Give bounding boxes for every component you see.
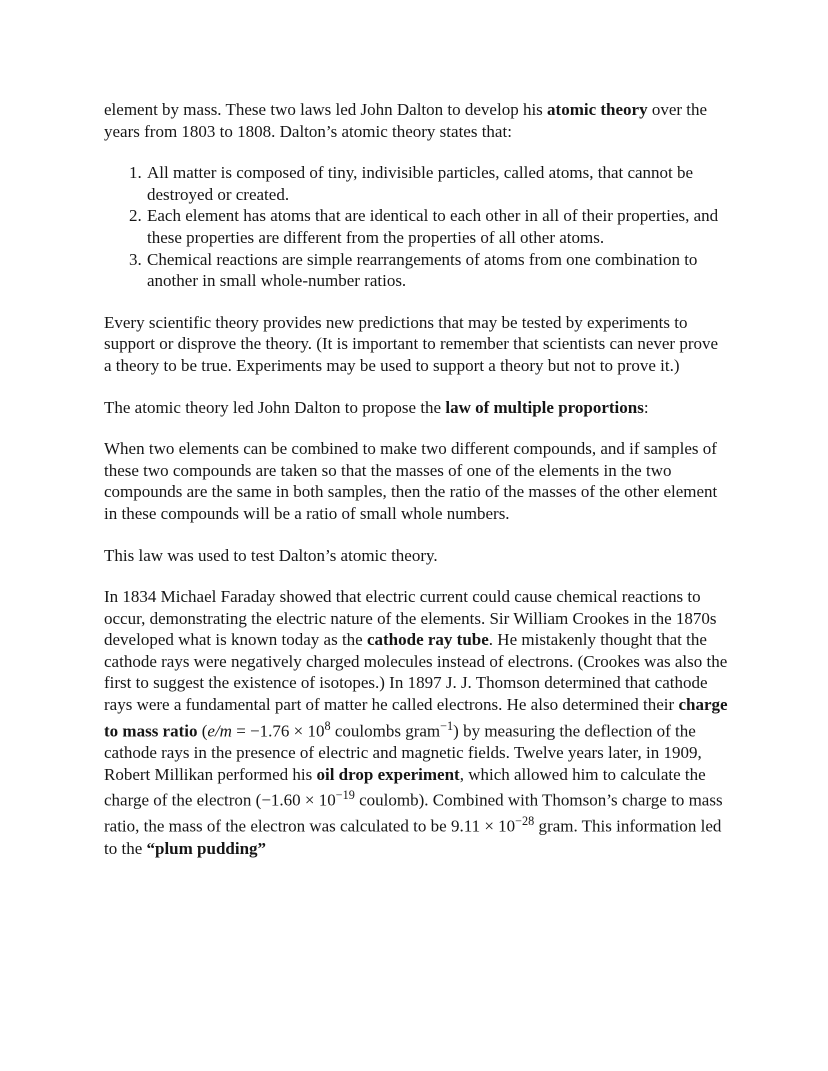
text-segment: element by mass. These two laws led John Dalton to develop his bbox=[104, 100, 548, 119]
paragraph bbox=[104, 397, 728, 419]
text-segment: over the years from 1803 to 1808. Dalton’s atomic theory states that: bbox=[104, 100, 708, 141]
text-segment: Each element has atoms that are identical to each other in all of their properties, and these properties are different from the properties of all other atoms. bbox=[147, 206, 719, 247]
text-segment: Chemical reactions are simple rearrangements of atoms from one combination to another in small whole-number ratios. bbox=[147, 249, 698, 291]
text-segment: When two elements can be combined to make two different compounds, and if samples of these two compounds are taken so that the masses of one of the elements in the two compounds are the same in both samples, then the ratio of the masses of the other element in these compounds will be a ratio of small whole numbers. bbox=[104, 439, 718, 523]
paragraph bbox=[104, 99, 728, 142]
list-item bbox=[146, 249, 728, 292]
document-content bbox=[104, 99, 728, 879]
paragraph bbox=[104, 312, 728, 377]
text-segment: = −1.76 × 10 bbox=[231, 721, 325, 741]
text-segment: : bbox=[643, 397, 649, 417]
text-segment: atomic theory bbox=[547, 100, 648, 119]
text-segment: oil drop experiment bbox=[316, 764, 460, 784]
text-segment: The atomic theory led John Dalton to propose the bbox=[104, 397, 446, 417]
text-segment: , which allowed him to calculate the charge of the electron (−1.60 × 10 bbox=[104, 764, 706, 810]
paragraph bbox=[104, 586, 728, 859]
text-segment: gram. This information led to the bbox=[104, 817, 722, 858]
paragraph bbox=[104, 438, 728, 524]
text-segment: All matter is composed of tiny, indivisible particles, called atoms, that cannot be destroyed or created. bbox=[147, 163, 694, 204]
paragraph bbox=[104, 545, 728, 567]
text-segment: ) by measuring the deflection of the cathode rays in the presence of electric and magnetic fields. Twelve years later, in 1909, Robert Millikan performed his bbox=[104, 721, 702, 784]
text-segment: cathode ray tube bbox=[366, 630, 489, 650]
text-segment: charge to mass ratio bbox=[104, 695, 728, 741]
text-segment: In 1834 Michael Faraday showed that electric current could cause chemical reactions to occur, demonstrating the electric nature of the elements. Sir William Crookes in the 1870s developed what is known today as the bbox=[104, 587, 717, 650]
list-item bbox=[146, 205, 728, 248]
text-segment: Every scientific theory provides new predictions that may be tested by experiments to support or disprove the theory. (It is important to remember that scientists can never prove a theory to be true. Experiments may be used to support a theory but not to prove it.) bbox=[104, 312, 719, 375]
superscript-text: 8 bbox=[324, 718, 331, 733]
text-segment: coulomb). Combined with Thomson’s charge to mass ratio, the mass of the electron was calculated to be 9.11 × 10 bbox=[104, 790, 723, 836]
superscript-text: −28 bbox=[515, 814, 535, 829]
text-segment: e/m bbox=[207, 721, 232, 741]
text-segment: coulombs gram bbox=[330, 721, 441, 741]
text-segment: ( bbox=[197, 721, 208, 741]
text-segment: “plum pudding” bbox=[146, 838, 267, 858]
numbered-list bbox=[104, 162, 728, 292]
list-item bbox=[146, 162, 728, 205]
superscript-text: −1 bbox=[440, 718, 454, 733]
text-segment: law of multiple proportions bbox=[445, 397, 644, 417]
text-segment: . He mistakenly thought that the cathode rays were negatively charged molecules instead of electrons. (Crookes was also the first to suggest the existence of isotopes.) In 1897 J. J. Thomson determined that cathode rays were a fundamental part of matter he called electrons. He also determined their bbox=[104, 630, 728, 715]
text-segment: This law was used to test Dalton’s atomic theory. bbox=[104, 545, 438, 565]
superscript-text: −19 bbox=[335, 788, 355, 803]
